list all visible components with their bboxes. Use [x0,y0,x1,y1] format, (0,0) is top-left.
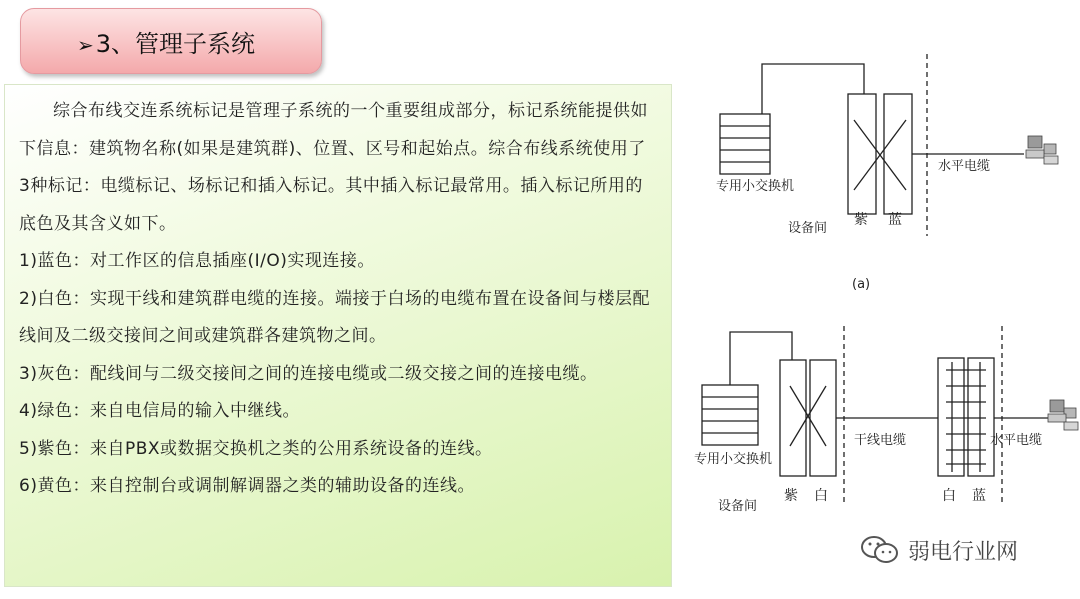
section-title [77,24,255,59]
purple-label-a: 紫 [854,212,868,228]
room-label-a: 设备间 [788,221,828,236]
caption-a: (a) [852,277,871,292]
list-item-blue: 1)蓝色：对工作区的信息插座(I/O)实现连接。 [19,251,375,271]
diagram-b [702,326,1048,502]
pbx-label-b: 专用小交换机 [694,452,773,467]
section-title-box [20,8,322,74]
white-block-b [810,360,836,476]
text-panel [4,84,672,587]
list-item-gray: 3)灰色：配线间与二级交接间之间的连接电缆或二级交接之间的连接电缆。 [19,363,598,384]
horizontal-cable-label-a: 水平电缆 [938,159,991,174]
list-item-yellow: 6)黄色：来自控制台或调制解调器之类的辅助设备的连线。 [19,476,475,496]
watermark-text: 弱电行业网 [908,539,1019,565]
pbx-a [720,114,770,174]
pbx-label-a: 专用小交换机 [716,179,795,194]
white-label-b: 白 [814,488,828,504]
section-title-text: 3、管理子系统 [95,29,256,58]
blue-block-b2 [968,358,994,476]
intro-paragraph: 综合布线交连系统标记是管理子系统的一个重要组成部分，标记系统能提供如下信息：建筑物名称(如果是建筑群)、位置、区号和起始点。综合布线系统使用了3种标记：电缆标记、场标记和插入标记。其中插入标记最常用。插入标记所用的底色及其含义如下。 [19,101,648,234]
purple-block-a [848,94,876,214]
trunk-cable-label-b: 干线电缆 [854,433,907,448]
horizontal-cable-label-b: 水平电缆 [990,433,1043,448]
purple-label-b: 紫 [784,488,798,504]
white-label-b2: 白 [942,488,956,504]
purple-block-b [780,360,806,476]
wiring-diagram [684,40,1080,570]
room-label-b: 设备间 [718,499,758,514]
pbx-b [702,385,758,445]
workstation-icon-b [1048,400,1078,430]
diagram-a [720,54,1024,236]
list-item-green: 4)绿色：来自电信局的输入中继线。 [19,401,300,421]
arrow-bullet-icon: ➢ [77,32,94,57]
workstation-icon-a [1026,136,1058,164]
wechat-icon [860,534,900,566]
watermark [860,532,1018,568]
white-block-b2 [938,358,964,476]
list-item-purple: 5)紫色：来自PBX或数据交换机之类的公用系统设备的连线。 [19,438,493,459]
blue-block-a [884,94,912,214]
list-item-white: 2)白色：实现干线和建筑群电缆的连接。端接于白场的电缆布置在设备间与楼层配线间及二级交接间之间或建筑群各建筑物之间。 [19,288,650,346]
blue-label-b2: 蓝 [972,488,986,504]
blue-label-a: 蓝 [888,212,902,228]
